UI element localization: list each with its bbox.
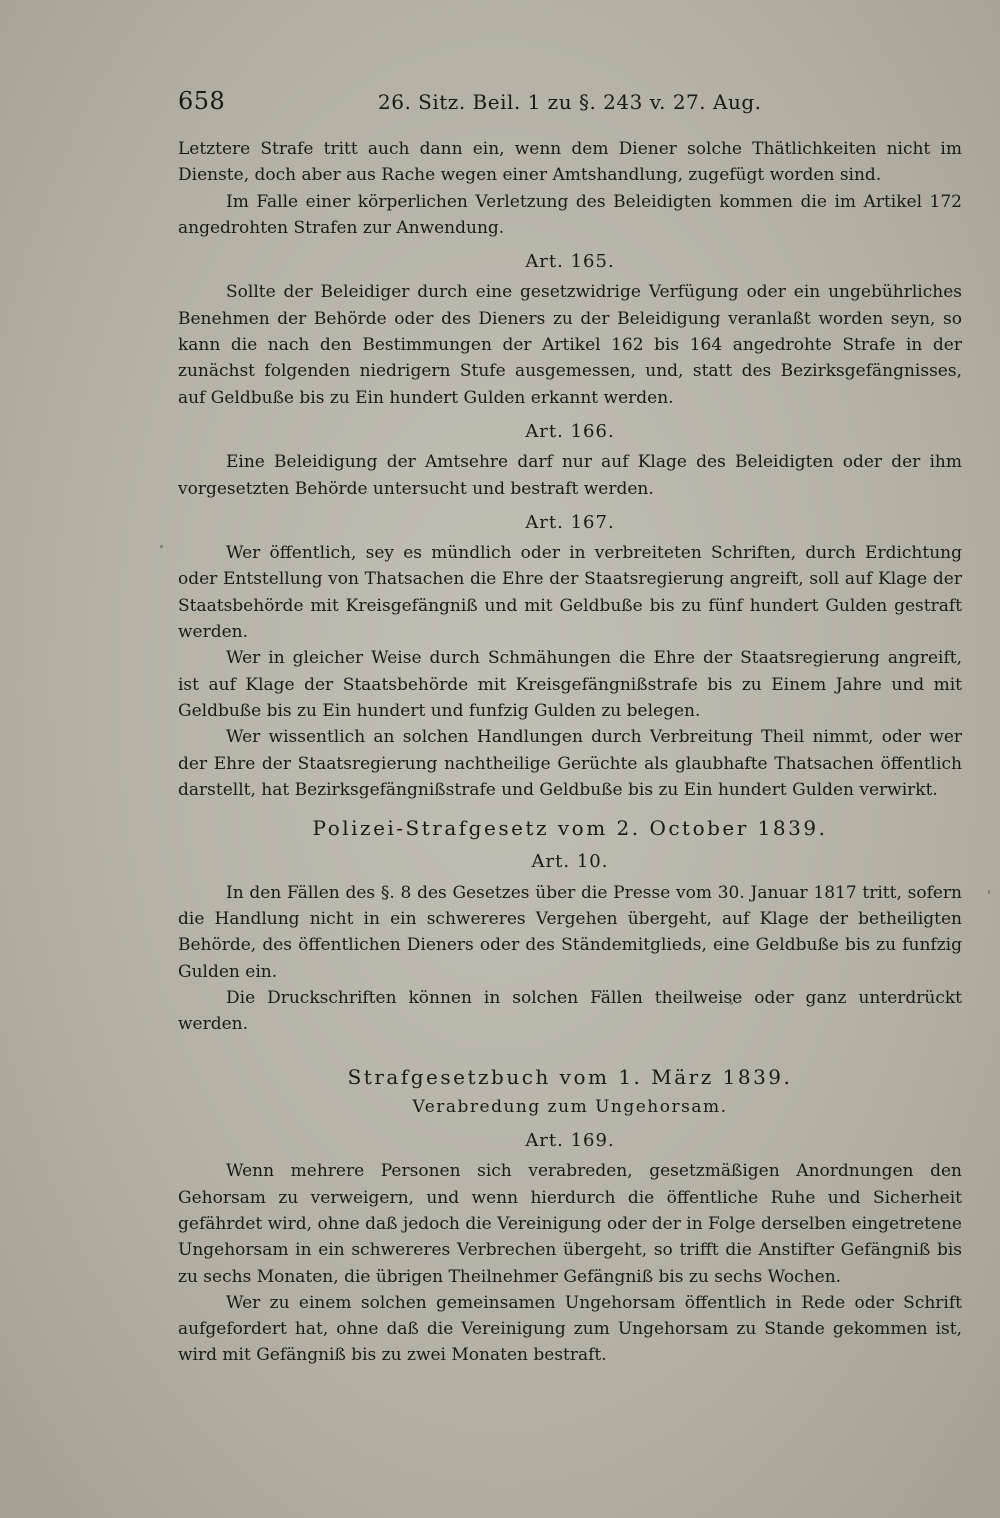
section-gap <box>178 1038 962 1052</box>
paragraph: Im Falle einer körperlichen Verletzung des Beleidigten kommen die im Artikel 172 angedrohten Strafen zur Anwendung. <box>178 191 962 238</box>
paragraph: Wer wissentlich an solchen Handlungen durch Verbreitung Theil nimmt, oder wer der Ehre der Staatsregierung nachtheilige Gerüchte als glaubhafte Thatsachen öffentlich darstellt, hat Bezirksgefängnißstrafe und Geldbuße bis zu Ein hundert Gulden verwirkt. <box>178 727 962 800</box>
paragraph: Wer zu einem solchen gemeinsamen Ungehorsam öffentlich in Rede oder Schrift aufgefordert hat, ohne daß die Vereinigung zum Ungehorsam zu Stande gekommen ist, wird mit Gefängniß bis zu zwei Monaten bestraft. <box>178 1292 962 1366</box>
law-title: Strafgesetzbuch vom 1. März 1839. <box>347 1064 793 1089</box>
paragraph: Eine Beleidigung der Amtsehre darf nur auf Klage des Beleidigten oder der ihm vorgesetzten Behörde untersucht und bestraft werden. <box>178 452 962 499</box>
paragraph: Wer in gleicher Weise durch Schmähungen die Ehre der Staatsregierung angreift, ist auf Klage der Staatsbehörde mit Kreisgefängnißstrafe bis zu Einem Jahre und mit Geldbuße bis zu Ein hundert und funfzig Gulden zu belegen. <box>178 648 962 721</box>
paper-speck <box>988 890 990 894</box>
section-subtitle: Verabredung zum Ungehorsam. <box>412 1096 728 1117</box>
paragraph: Letztere Strafe tritt auch dann ein, wenn dem Diener solche Thätlichkeiten nicht im Dienste, doch aber aus Rache wegen einer Amtshandlung, zugefügt worden sind. <box>178 139 962 186</box>
body-text <box>178 136 962 1369</box>
page-content <box>178 88 962 1369</box>
article-heading: Art. 167. <box>525 511 615 533</box>
paper-speck <box>160 545 163 548</box>
article-heading: Art. 165. <box>525 251 615 273</box>
page-number: 658 <box>178 87 226 115</box>
law-title: Polizei-Strafgesetz vom 2. October 1839. <box>312 816 828 841</box>
page-header <box>178 88 962 126</box>
article-heading: Art. 169. <box>525 1130 615 1152</box>
paragraph: Wer öffentlich, sey es mündlich oder in verbreiteten Schriften, durch Erdichtung oder Entstellung von Thatsachen die Ehre der Staatsregierung angreift, soll auf Klage der Staatsbehörde mit Kreisgefängniß und mit Geldbuße bis zu fünf hundert Gulden gestraft werden. <box>178 543 962 643</box>
paragraph: Sollte der Beleidiger durch eine gesetzwidrige Verfügung oder ein ungebührliches Benehmen der Behörde oder des Dieners zu der Beleidigung veranlaßt worden seyn, so kann die nach den Bestimmungen der Artikel 162 bis 164 angedrohte Strafe in der zunächst folgenden niedrigern Stufe ausgemessen, und, statt des Bezirksgefängnisses, auf Geldbuße bis zu Ein hundert Gulden erkannt werden. <box>178 282 962 408</box>
article-heading: Art. 10. <box>531 851 609 873</box>
running-head: 26. Sitz. Beil. 1 zu §. 243 v. 27. Aug. <box>378 90 762 114</box>
paragraph: Wenn mehrere Personen sich verabreden, gesetzmäßigen Anordnungen den Gehorsam zu verweigern, und wenn hierdurch die öffentliche Ruhe und Sicherheit gefährdet wird, ohne daß jedoch die Vereinigung oder der in Folge derselben eingetretene Ungehorsam in ein schwereres Verbrechen übergeht, so trifft die Anstifter Gefängniß bis zu sechs Monaten, die übrigen Theilnehmer Gefängniß bis zu sechs Wochen. <box>178 1161 962 1287</box>
article-heading: Art. 166. <box>525 420 615 442</box>
paragraph: In den Fällen des §. 8 des Gesetzes über die Presse vom 30. Januar 1817 tritt, sofern die Handlung nicht in ein schwereres Vergehen übergeht, auf Klage der betheiligten Behörde, des öffentlichen Dieners oder des Ständemitglieds, eine Geldbuße bis zu funfzig Gulden ein. <box>178 882 962 982</box>
paragraph: Die Druckschriften können in solchen Fällen theilweise oder ganz unterdrückt werden. <box>178 987 962 1035</box>
